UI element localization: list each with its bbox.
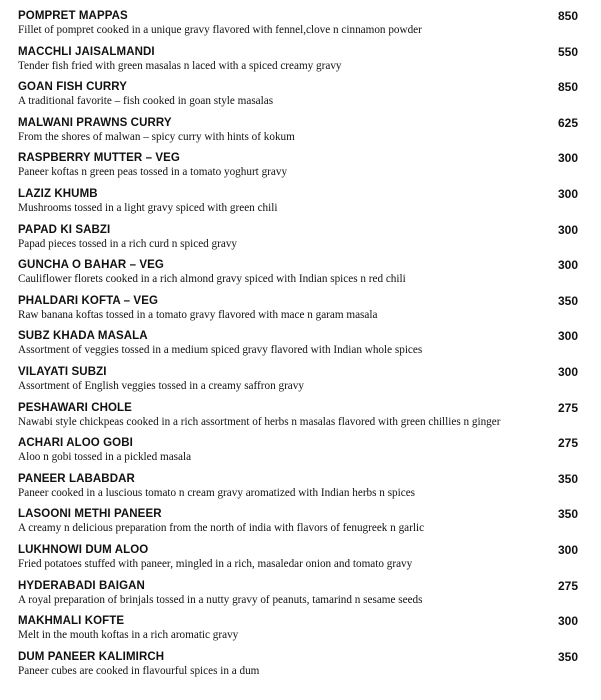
dish-description: A creamy n delicious preparation from the north of india with flavors of fenugreek n garlic bbox=[18, 522, 425, 535]
dish-name: GOAN FISH CURRY bbox=[18, 81, 128, 94]
dish-description: A traditional favorite – fish cooked in goan style masalas bbox=[18, 95, 274, 108]
menu-item-guncha-o-bahar bbox=[18, 258, 578, 294]
dish-price: 275 bbox=[557, 436, 578, 451]
dish-price: 350 bbox=[557, 471, 578, 486]
menu-item-malwani-prawns-curry bbox=[18, 116, 578, 152]
menu-item-raspberry-mutter bbox=[18, 151, 578, 187]
menu-item-achari-aloo-gobi bbox=[18, 436, 578, 472]
dish-description: A royal preparation of brinjals tossed in a nutty gravy of peanuts, tamarind n sesame seeds bbox=[18, 593, 423, 606]
dish-name: LUKHNOWI DUM ALOO bbox=[18, 543, 149, 556]
menu-item-macchli-jaisalmandi bbox=[18, 45, 578, 81]
dish-price: 300 bbox=[557, 186, 578, 201]
menu-item-laziz-khumb bbox=[18, 187, 578, 223]
dish-price: 275 bbox=[557, 400, 578, 415]
dish-description: Cauliflower florets cooked in a rich almond gravy spiced with Indian spices n red chili bbox=[18, 273, 406, 286]
dish-price: 300 bbox=[557, 329, 578, 344]
menu-item-lukhnowi-dum-aloo bbox=[18, 543, 578, 579]
dish-description: Assortment of English veggies tossed in a creamy saffron gravy bbox=[18, 379, 304, 392]
dish-description: From the shores of malwan – spicy curry with hints of kokum bbox=[18, 130, 295, 143]
dish-price: 300 bbox=[557, 364, 578, 379]
menu-item-vilayati-subzi bbox=[18, 365, 578, 401]
dish-name: HYDERABADI BAIGAN bbox=[18, 579, 145, 592]
dish-name: PESHAWARI CHOLE bbox=[18, 401, 132, 414]
menu-item-lasooni-methi-paneer bbox=[18, 507, 578, 543]
dish-description: Mushrooms tossed in a light gravy spiced with green chili bbox=[18, 201, 278, 214]
dish-description: Tender fish fried with green masalas n laced with a spiced creamy gravy bbox=[18, 59, 342, 72]
dish-name: MALWANI PRAWNS CURRY bbox=[18, 116, 172, 129]
menu-item-goan-fish-curry bbox=[18, 80, 578, 116]
dish-price: 300 bbox=[557, 614, 578, 629]
menu-item-hyderabadi-baigan bbox=[18, 579, 578, 615]
dish-name: PAPAD KI SABZI bbox=[18, 223, 111, 236]
dish-name: DUM PANEER KALIMIRCH bbox=[18, 650, 165, 663]
dish-name: PHALDARI KOFTA – VEG bbox=[18, 294, 159, 307]
menu-item-peshawari-chole bbox=[18, 401, 578, 437]
menu-item-subz-khada-masala bbox=[18, 329, 578, 365]
dish-description: Assortment of veggies tossed in a medium spiced gravy flavored with Indian whole spices bbox=[18, 344, 423, 357]
dish-price: 850 bbox=[557, 80, 578, 95]
dish-price: 350 bbox=[557, 293, 578, 308]
menu-item-phaldari-kofta bbox=[18, 294, 578, 330]
dish-description: Aloo n gobi tossed in a pickled masala bbox=[18, 451, 192, 464]
dish-name: GUNCHA O BAHAR – VEG bbox=[18, 259, 164, 272]
dish-description: Nawabi style chickpeas cooked in a rich assortment of herbs n masalas flavored with green chillies n ginger bbox=[18, 415, 501, 428]
menu-item-pompret-mappas bbox=[18, 9, 578, 45]
dish-name: MAKHMALI KOFTE bbox=[18, 615, 125, 628]
menu-item-papad-ki-sabzi bbox=[18, 223, 578, 259]
dish-description: Paneer cubes are cooked in flavourful spices in a dum bbox=[18, 664, 260, 677]
dish-price: 300 bbox=[557, 222, 578, 237]
dish-name: VILAYATI SUBZI bbox=[18, 365, 107, 378]
dish-description: Melt in the mouth koftas in a rich aromatic gravy bbox=[18, 629, 239, 642]
dish-price: 350 bbox=[557, 649, 578, 664]
dish-price: 625 bbox=[557, 115, 578, 130]
menu-item-dum-paneer-kalimirch bbox=[18, 650, 578, 686]
dish-name: LAZIZ KHUMB bbox=[18, 187, 98, 200]
dish-description: Fried potatoes stuffed with paneer, mingled in a rich, masaledar onion and tomato gravy bbox=[18, 557, 413, 570]
dish-price: 300 bbox=[557, 151, 578, 166]
dish-description: Fillet of pompret cooked in a unique gravy flavored with fennel,clove n cinnamon powder bbox=[18, 24, 422, 36]
dish-name: SUBZ KHADA MASALA bbox=[18, 330, 148, 343]
dish-name: LASOONI METHI PANEER bbox=[18, 508, 162, 521]
dish-name: PANEER LABABDAR bbox=[18, 472, 135, 485]
dish-price: 550 bbox=[557, 44, 578, 59]
dish-price: 300 bbox=[557, 542, 578, 557]
menu-list bbox=[18, 9, 578, 685]
dish-description: Paneer cooked in a luscious tomato n cream gravy aromatized with Indian herbs n spices bbox=[18, 486, 416, 499]
menu-item-paneer-lababdar bbox=[18, 472, 578, 508]
dish-price: 350 bbox=[557, 507, 578, 522]
dish-name: MACCHLI JAISALMANDI bbox=[18, 45, 155, 58]
dish-description: Paneer koftas n green peas tossed in a tomato yoghurt gravy bbox=[18, 166, 288, 179]
dish-description: Papad pieces tossed in a rich curd n spiced gravy bbox=[18, 237, 238, 250]
dish-name: POMPRET MAPPAS bbox=[18, 10, 128, 22]
dish-name: RASPBERRY MUTTER – VEG bbox=[18, 152, 180, 165]
dish-price: 850 bbox=[557, 9, 578, 23]
dish-description: Raw banana koftas tossed in a tomato gravy flavored with mace n garam masala bbox=[18, 308, 378, 321]
dish-price: 275 bbox=[557, 578, 578, 593]
dish-name: ACHARI ALOO GOBI bbox=[18, 437, 133, 450]
menu-item-makhmali-kofte bbox=[18, 614, 578, 650]
dish-price: 300 bbox=[557, 258, 578, 273]
